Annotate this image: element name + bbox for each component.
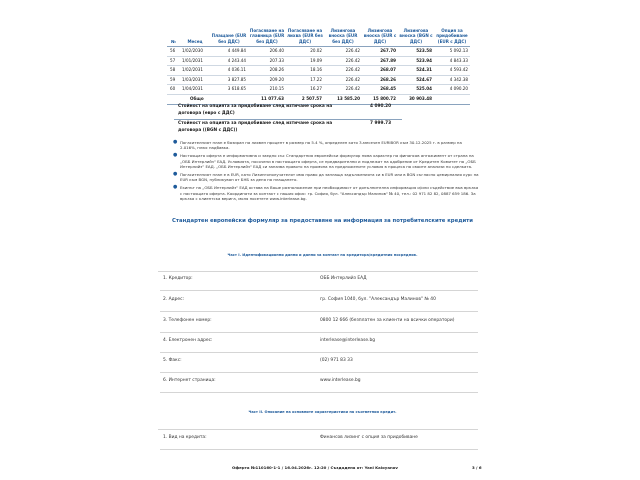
table-row: [167, 66, 470, 76]
table-cell: 1/03/2031: [180, 75, 210, 85]
form-row-value: (02) 971 83 33: [320, 358, 353, 363]
table-cell: 4 843.33: [434, 56, 470, 66]
form-row-label: 1. Кредитор:: [163, 276, 193, 281]
table-cell: 525.04: [398, 85, 434, 95]
form-row-value: 0800 12 666 (безплатен за клиенти на всички оператори): [320, 318, 455, 323]
list-item: ● Екипът на „ОББ Интерлийз“ ЕАД остава на Ваше разположение при необходимост от допълнителна информация и/или съдействие във връзка с настоящата оферта. Координати за контакт с нашия офис: гр. София, бул. "Александър Малинов" № 40, тел.: 02 971 82 82, 0887 659 186. За връзка с клиентска верига, моля посетете www.interlease.bg.: [173, 184, 479, 201]
column-header: Погасяване на главница (EUR без ДДС): [248, 16, 286, 47]
total-installment: 13 585.20: [324, 94, 362, 104]
form-row-value: interlease@interlease.bg: [320, 338, 376, 343]
table-cell: 226.42: [324, 66, 362, 76]
option-value-eur: [178, 104, 398, 118]
table-cell: 209.20: [248, 75, 286, 85]
table-cell: 56: [167, 47, 180, 57]
table-cell: 268.07: [362, 66, 398, 76]
form-row-label: 3. Телефонен номер:: [163, 318, 212, 323]
table-cell: 59: [167, 75, 180, 85]
column-header: Опция за придобиване (EUR с ДДС): [434, 16, 470, 47]
table-cell: 268.26: [362, 75, 398, 85]
option-value-bgn-label: Стойност на опцията за придобиване след изтичане срока на договора ((BGN с ДДС)): [178, 121, 333, 133]
form-row-email: [160, 335, 478, 353]
form-row-credit-type: [160, 432, 478, 450]
table-cell: 3 827.85: [210, 75, 248, 85]
form-row-label: 4. Електронен адрес:: [163, 338, 213, 343]
page-number: 3 / 6: [472, 465, 482, 470]
table-cell: 1/02/2031: [180, 66, 210, 76]
table-row: [167, 75, 470, 85]
table-cell: 4 243.44: [210, 56, 248, 66]
table-row: [167, 47, 470, 57]
table-cell: 4 593.42: [434, 66, 470, 76]
table-cell: 4 342.38: [434, 75, 470, 85]
total-installment-bgn: 30 903.48: [398, 94, 434, 104]
table-cell: 19.09: [286, 56, 324, 66]
table-cell: 5 092.13: [434, 47, 470, 57]
list-item: ● Погасителният план е в EUR, като Лизингополучателят има право да заплаща задълженията си в EUR или в BGN съгласно цемирналия курс на EUR към BGN, публикуван от БНБ за деня на плащането.: [173, 171, 479, 183]
table-cell: 17.22: [286, 75, 324, 85]
table-cell: 226.42: [324, 56, 362, 66]
table-cell: 206.40: [248, 47, 286, 57]
table-cell: 210.15: [248, 85, 286, 95]
table-cell: 267.89: [362, 56, 398, 66]
column-header: Лизингова вноска (EUR с ДДС): [362, 16, 398, 47]
table-cell: 3 618.65: [210, 85, 248, 95]
table-header-row: [167, 16, 470, 47]
bullet-icon: ●: [173, 184, 178, 191]
table-cell: 267.70: [362, 47, 398, 57]
table-cell: 4 036.11: [210, 66, 248, 76]
list-item: ● Настоящата оферта е информативна и заедно със Стандартния европейски формуляр няма характер на финансов ангажимент от страна на „ОББ Интерлийз“ ЕАД. Условията, посочени в настоящата оферта, се предварителни и подлежат на одобрение от Кредитен Комитет на „ОББ Интерлийз“ ЕАД. „ОББ Интерлийз“ ЕАД си запазва правото на промяна на предложените условия в процеса на своите анализи по сделката.: [173, 152, 476, 169]
table-cell: 226.42: [324, 75, 362, 85]
table-cell: 268.45: [362, 85, 398, 95]
table-cell: 4 090.20: [434, 85, 470, 95]
bullet-icon: ●: [173, 171, 178, 178]
form-row-value: ОББ Интерлийз ЕАД: [320, 276, 367, 281]
option-value-eur-label: Стойност на опцията за придобиване след изтичане срока на договора (евро с ДДС): [178, 104, 333, 116]
notes-list: [172, 140, 479, 204]
total-principal: 11 077.63: [248, 94, 286, 104]
total-label: Общо: [180, 94, 248, 104]
form-row-value: Финансов лизинг с опция за придобиване: [320, 435, 418, 440]
form-row-label: 5. Факс:: [163, 358, 182, 363]
table-cell: 16.27: [286, 85, 324, 95]
divider: [158, 271, 478, 272]
offer-footer: Оферта №110160-1-1 / 16.04.2026г. 12:20 / Създадена от: Yani Kalоyanov: [232, 465, 398, 470]
list-item: ● Погасителният план е базиран на лихвен процент в размер на 5.4 %, определен като 3-месечен EURIBOR към 30.12.2025 г. в размер на 2.016%, плюс надбавка.: [173, 139, 462, 151]
table-total-row: [167, 94, 470, 104]
form-row-phone: [160, 315, 478, 333]
column-header: Плащане (EUR без ДДС): [210, 16, 248, 47]
bullet-icon: ●: [173, 152, 178, 159]
table-cell: 20.02: [286, 47, 324, 57]
table-cell: 60: [167, 85, 180, 95]
table-cell: 207.33: [248, 56, 286, 66]
option-value-eur-amount: 4 090.20: [370, 104, 392, 109]
bullet-icon: ●: [173, 139, 178, 145]
column-header: Лизингова вноска (BGN с ДДС): [398, 16, 434, 47]
divider: [174, 119, 402, 120]
table-cell: 18.16: [286, 66, 324, 76]
total-installment-vat: 15 800.72: [362, 94, 398, 104]
form-row-fax: [160, 355, 478, 373]
table-cell: 1/02/2030: [180, 47, 210, 57]
option-value-bgn-amount: 7 999.73: [370, 121, 392, 126]
form-row-value: гр. София 1040, бул. "Александър Малинов" № 40: [320, 297, 436, 302]
form-row-value: www.interlease.bg: [320, 378, 361, 383]
payment-schedule-table: [167, 16, 470, 105]
column-header: Лизингова вноска (EUR без ДДС): [324, 16, 362, 47]
form-row-website: [160, 375, 478, 393]
table-cell: 208.26: [248, 66, 286, 76]
table-cell: 4 449.84: [210, 47, 248, 57]
table-cell: 58: [167, 66, 180, 76]
table-cell: 226.42: [324, 47, 362, 57]
table-row: [167, 85, 470, 95]
column-header: Месец: [180, 16, 210, 47]
table-cell: 57: [167, 56, 180, 66]
form-row-label: 6. Интернет страница:: [163, 378, 216, 383]
column-header: №: [167, 16, 180, 47]
total-interest: 2 507.57: [286, 94, 324, 104]
form-row-creditor: [160, 273, 478, 291]
table-cell: 523.94: [398, 56, 434, 66]
table-cell: 524.67: [398, 75, 434, 85]
table-cell: 1/01/2031: [180, 56, 210, 66]
table-cell: 1/04/2031: [180, 85, 210, 95]
table-cell: 226.42: [324, 85, 362, 95]
table-cell: 523.58: [398, 47, 434, 57]
form-row-address: [160, 294, 478, 312]
form-row-label: 1. Вид на кредита:: [163, 435, 207, 440]
part1-heading: Част I. Идентификационни данни и данни за контакт на кредитора/кредитния посредник.: [227, 253, 418, 257]
option-value-bgn: [178, 121, 398, 135]
form-title: Стандартен европейски формуляр за предоставяне на информация за потребителските кредити: [172, 218, 473, 224]
column-header: Погасяване на лихва (EUR без ДДС): [286, 16, 324, 47]
table-cell: 524.31: [398, 66, 434, 76]
divider: [158, 429, 478, 430]
form-row-label: 2. Адрес:: [163, 297, 185, 302]
table-row: [167, 56, 470, 66]
part2-heading: Част II. Описание на основните характеристики на съответния кредит.: [248, 410, 397, 414]
